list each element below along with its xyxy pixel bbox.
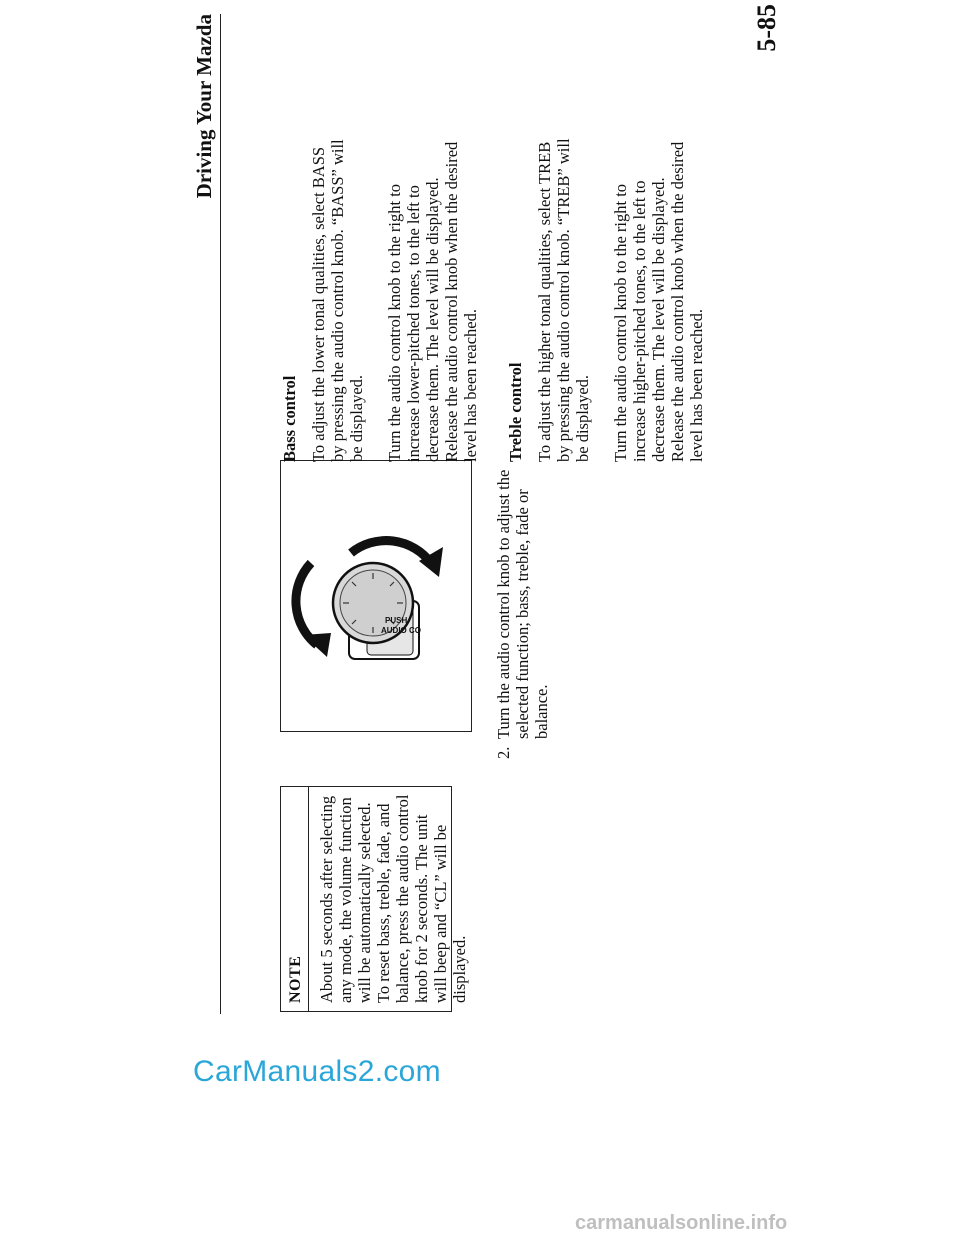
audio-knob-figure <box>280 460 472 732</box>
rotate-right-arrow-icon <box>351 541 431 563</box>
watermark-carmanuals2[interactable]: CarManuals2.com <box>193 1055 441 1088</box>
bass-heading: Bass control <box>280 375 299 462</box>
treble-paragraph-2: Turn the audio control knob to the right to increase higher-pitched tones, to the left to decrease them. The level will be displayed. <box>611 177 668 462</box>
treble-heading: Treble control <box>506 362 525 462</box>
page-number: 5-85 <box>752 4 781 52</box>
treble-control-section <box>506 132 706 462</box>
bass-paragraph-1: To adjust the lower tonal qualities, select BASS by pressing the audio control knob. “BASS” will be displayed. <box>309 139 366 462</box>
note-divider <box>308 787 309 1011</box>
note-box <box>280 786 469 1012</box>
bass-paragraph-3: Release the audio control knob when the desired level has been reached. <box>442 141 480 462</box>
rotate-left-arrow-icon <box>296 563 317 645</box>
note-title: NOTE <box>287 955 304 1003</box>
step-2 <box>494 455 551 759</box>
audio-knob-illustration <box>281 459 473 731</box>
page-header-title: Driving Your Mazda <box>192 14 216 199</box>
step-number: 2. <box>494 746 513 759</box>
knob-label-push: PUSH <box>385 616 408 625</box>
knob-label-audio: AUDIO CO <box>381 626 421 635</box>
note-text: About 5 seconds after selecting any mode, the volume function will be automatically selected. To reset bass, treble, fade, and balance, press the audio control knob for 2 seconds. The unit will beep and “CL” will be displayed. <box>317 794 469 1003</box>
step-text: Turn the audio control knob to adjust the selected function; bass, treble, fade or balance. <box>494 469 551 739</box>
treble-paragraph-1: To adjust the higher tonal qualities, select TREB by pressing the audio control knob. “TREB” will be displayed. <box>535 138 592 462</box>
treble-paragraph-3: Release the audio control knob when the desired level has been reached. <box>668 141 706 462</box>
arrow-head-left-icon <box>303 633 331 657</box>
header-rule <box>220 14 221 1014</box>
bass-control-section <box>280 132 480 462</box>
bass-paragraph-2: Turn the audio control knob to the right to increase lower-pitched tones, to the left to decrease them. The level will be displayed. <box>385 177 442 462</box>
watermark-carmanualsonline[interactable]: carmanualsonline.info <box>575 1212 788 1234</box>
